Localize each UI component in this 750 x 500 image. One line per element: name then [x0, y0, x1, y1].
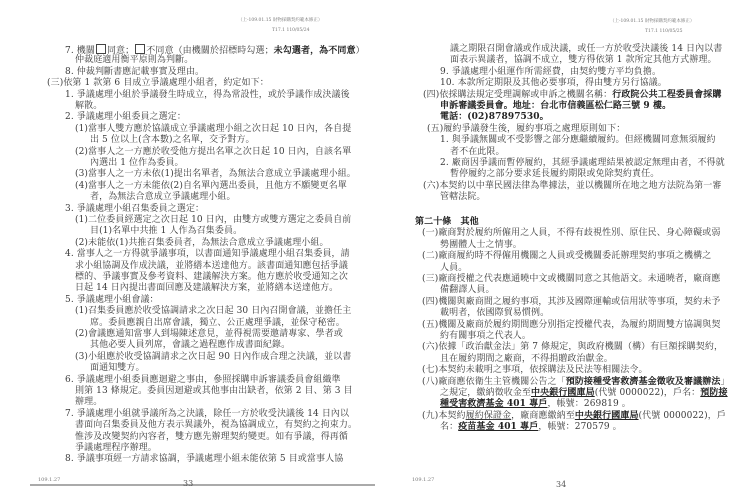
text-line: 勢團體人士之情事。 [440, 239, 522, 250]
text-line: 辦理。 [75, 397, 103, 408]
text-line: 6. 爭議處理小組委員應迴避之事由，參照採購申訴審議委員會組織準 [65, 374, 341, 385]
text-segment: 之規定，繳納徵收金至 [440, 388, 532, 398]
text-line: 席。委員應親自出席會議，獨立、公正處理爭議，並保守秘密。 [90, 317, 345, 328]
account-number: ，帳號：269819 。 [547, 399, 631, 410]
text-line: 面表示異議者，協調不成立，雙方得依第 1 款所定其他方式辦理。 [450, 55, 717, 66]
text-line: 內選出 1 位作為委員。 [90, 158, 184, 168]
page-number: 33 [183, 479, 194, 488]
text-line: (1)二位委員經選定之次日起 10 日內，由雙方或雙方選定之委員自前 [75, 215, 352, 225]
text-line: (三)廠商授權之代表應通曉中文或機關同意之其他語文。未通曉者，廠商應 [422, 274, 721, 284]
checkbox-agree[interactable] [96, 44, 106, 54]
text-line: (2)未能依(1)共推召集委員者，為無法合意成立爭議處理小組。 [75, 237, 329, 248]
text-line: 7. 爭議處理小組就爭議所為之決議，除任一方於收受決議後 14 日內以 [65, 408, 350, 419]
text-line: (七)本契約未載明之事項，依採購法及民法等相關法令。 [422, 365, 648, 376]
text-line: 且在履約期間之廠商，不得捐贈政治獻金。 [440, 353, 613, 364]
bold-note: 未勾選者，為不同意 [273, 46, 356, 56]
text-line: 8. 爭議事項經一方請求協調，爭議處理小組未能依第 5 目或當事人協 [65, 454, 344, 465]
text-line: 者不在此限。 [450, 146, 505, 157]
text-line: (4)當事人之一方未能依(2)自名單內選出委員，且他方不願變更名單 [75, 180, 347, 191]
text-segment: (代號 0000022)，戶 [638, 410, 726, 421]
footer-date: 109.1.27 [38, 477, 61, 483]
text-segment: (九)本契約 [422, 410, 466, 421]
text-segment: 同意； [106, 46, 135, 56]
text-line: 載明者，依國際貿易慣例。 [440, 308, 550, 319]
text-line [440, 399, 631, 410]
text-segment: 不同意（由機關於招標時勾選； [146, 46, 274, 56]
text-line: 解散。 [75, 101, 103, 111]
text-line: 1. 爭議處理小組於爭議發生時成立，得為常設性，或於爭議作成決議後 [65, 89, 350, 100]
text-line: 面通知雙方。 [90, 363, 145, 374]
text-line: (2)會議應通知當事人到場陳述意見，並得視需要邀請專家、學者或 [75, 329, 343, 339]
text-segment: 」 [720, 376, 730, 387]
text-line: 管轄法院。 [440, 192, 486, 203]
performance-bond: 履約保證金 [465, 410, 512, 421]
text-line: 9. 爭議處理小組運作所需經費，由契約雙方平均負擔。 [440, 66, 662, 77]
text-line: (1)召集委員應於收受協調請求之次日起 30 日內召開會議，並擔任主 [75, 306, 352, 317]
text-line: (1)當事人雙方應於協議成立爭議處理小組之次日起 10 日內，各自提 [75, 123, 352, 134]
text-line: (四)機關與廠商間之履約事項，其涉及國際運輸或信用狀等事項，契約未予 [422, 296, 721, 307]
text-segment: ） [355, 46, 365, 56]
text-segment: 7. 機關 [65, 46, 95, 56]
text-line: 議之期限召開會議或作成決議，或任一方於收受決議後 14 日內以書 [450, 44, 723, 54]
text-line: (一)廠商對於履約所僱用之人員，不得有歧視性別、原住民、身心障礙或弱 [422, 228, 721, 239]
text-line [440, 422, 622, 433]
page-number: 34 [556, 480, 567, 489]
text-line: 3. 爭議處理小組召集委員之選定： [65, 203, 205, 214]
text-line: (六)本契約以中華民國法律為準據法，並以機關所在地之地方法院為第一審 [423, 180, 722, 191]
account-name: 預防接 [700, 388, 728, 398]
text-line: 惟涉及改變契約內容者，雙方應先辦理契約變更。如有爭議，得再循 [75, 431, 349, 442]
revision-note: （上-109.01.15 財物採購契約範本修正） [610, 19, 695, 24]
text-line: 標的、爭議事實及參考資料、建議解決方案。他方應於收受通知之次 [75, 272, 349, 282]
text-line: 2. 廠商因爭議而暫停履約，其經爭議處理結果被認定無理由者，不得就 [440, 158, 725, 168]
footer-date: 109.1.27 [412, 477, 435, 483]
text-line: 2. 爭議處理小組委員之選定： [65, 112, 186, 123]
text-line: 書面向召集委員及他方表示異議外，視為協調成立，有契約之拘束力。 [75, 420, 358, 431]
text-line: (3)當事人之一方未依(1)提出名單者，為無法合意成立爭議處理小組。 [75, 169, 356, 180]
account-name: 疫苗基金 401 專戶 [458, 422, 539, 433]
text-line: (2)當事人之一方應於收受他方提出名單之次日起 10 日內，自該名單 [75, 146, 352, 157]
article-heading: 第二十條 其他 [415, 217, 479, 227]
text-line: 則第 13 條規定。委員因迴避或其他事由出缺者，依第 2 目、第 3 目 [75, 386, 353, 396]
text-segment: (八)廠商應依衛生主管機關公告之「 [422, 376, 566, 387]
section-heading: (三)依第 1 款第 6 目成立爭議處理小組者，約定如下： [47, 78, 269, 89]
text-line [422, 377, 730, 388]
checkbox-disagree[interactable] [135, 44, 145, 54]
bank-name: 中央銀行國庫局 [574, 410, 639, 421]
text-segment: (代號 0000022)，戶名： [594, 388, 701, 398]
text-line [440, 388, 728, 399]
version-code: T17.1 110/05/24 [272, 28, 310, 33]
text-line: 目(1)名單中共推 1 人作為召集委員。 [90, 226, 243, 237]
text-segment: ，廠商應繳納至 [511, 410, 575, 421]
text-line: 5. 爭議處理小組會議： [65, 294, 159, 305]
text-line: 8. 仲裁判斷書應記載事實及理由。 [65, 66, 205, 77]
version-code: T17.1 110/05/25 [645, 29, 683, 34]
text-line: 其他必要人員列席，會議之過程應作成書面紀錄。 [90, 340, 291, 351]
text-line: 人員。 [440, 262, 468, 273]
text-line: 仲裁庭適用衡平原則為判斷。 [75, 55, 194, 66]
text-line: (六)依據「政治獻金法」第 7 條規定，與政府機關（構）有巨額採購契約， [422, 342, 724, 353]
agency-address: 申訴審議委員會。地址：台北市信義區松仁路三號 9 樓。 [440, 101, 672, 111]
text-line: (五)機關及廠商於履約期間應分別指定授權代表，為履約期間雙方協調與契 [422, 319, 721, 330]
text-line: 備翻譯人員。 [440, 285, 495, 296]
text-line: 1. 與爭議無關或不受影響之部分應繼續履約。但經機關同意無須履約 [440, 135, 716, 146]
text-line: (二)廠商履約時不得僱用機關之人員或受機關委託辦理契約事項之機構之 [422, 251, 712, 262]
text-segment: 名： [440, 422, 459, 433]
section-heading: (五)履約爭議發生後，履約事項之處理原則如下： [427, 123, 626, 134]
bank-name: 中央銀行國庫局 [531, 388, 595, 398]
text-line: 出 5 位以上(含本數)之名單，交予對方。 [90, 135, 255, 146]
text-line: 爭議處理程序辦理。 [75, 443, 157, 453]
agency-name: 行政院公共工程委員會採購 [612, 89, 722, 100]
text-line [423, 90, 721, 101]
text-line: 者，為無法合意成立爭議處理小組。 [90, 192, 236, 203]
text-line: 10. 本款所定期限及其他必要事項，得由雙方另行協議。 [440, 78, 667, 89]
text-line: 日起 14 日內提出書面回應及建議解決方案，並將繕本送達他方。 [75, 283, 339, 294]
text-line: (3)小組應於收受協調請求之次日起 90 日內作成合理之決議，並以書 [75, 351, 352, 362]
text-line [65, 44, 365, 55]
text-line [422, 411, 726, 422]
footer-divider [30, 484, 375, 486]
revision-note: （上-109.01.15 財物採購契約範本修正） [238, 18, 323, 23]
page-34 [375, 0, 750, 500]
text-line: 約有關事項之代表人。 [440, 331, 532, 341]
account-number: ，帳號：270579 。 [538, 422, 622, 433]
account-name: 種受害救濟基金 401 專戶 [440, 399, 548, 410]
agency-phone: 電話：(02)87897530。 [440, 112, 549, 123]
regulation-name: 預防接種受害救濟基金徵收及審議辦法 [565, 376, 721, 387]
text-line: 求小組協調及作成決議，並將繕本送達他方。該書面通知應包括爭議 [75, 260, 349, 271]
text-line: 暫停履約之部分要求延長履約期限或免除契約責任。 [450, 169, 660, 180]
text-segment: (四)依採購法規定受理調解或申訴之機關名稱： [423, 89, 613, 100]
text-line: 4. 當事人之一方得就爭議事項，以書面通知爭議處理小組召集委員，請 [65, 249, 350, 260]
